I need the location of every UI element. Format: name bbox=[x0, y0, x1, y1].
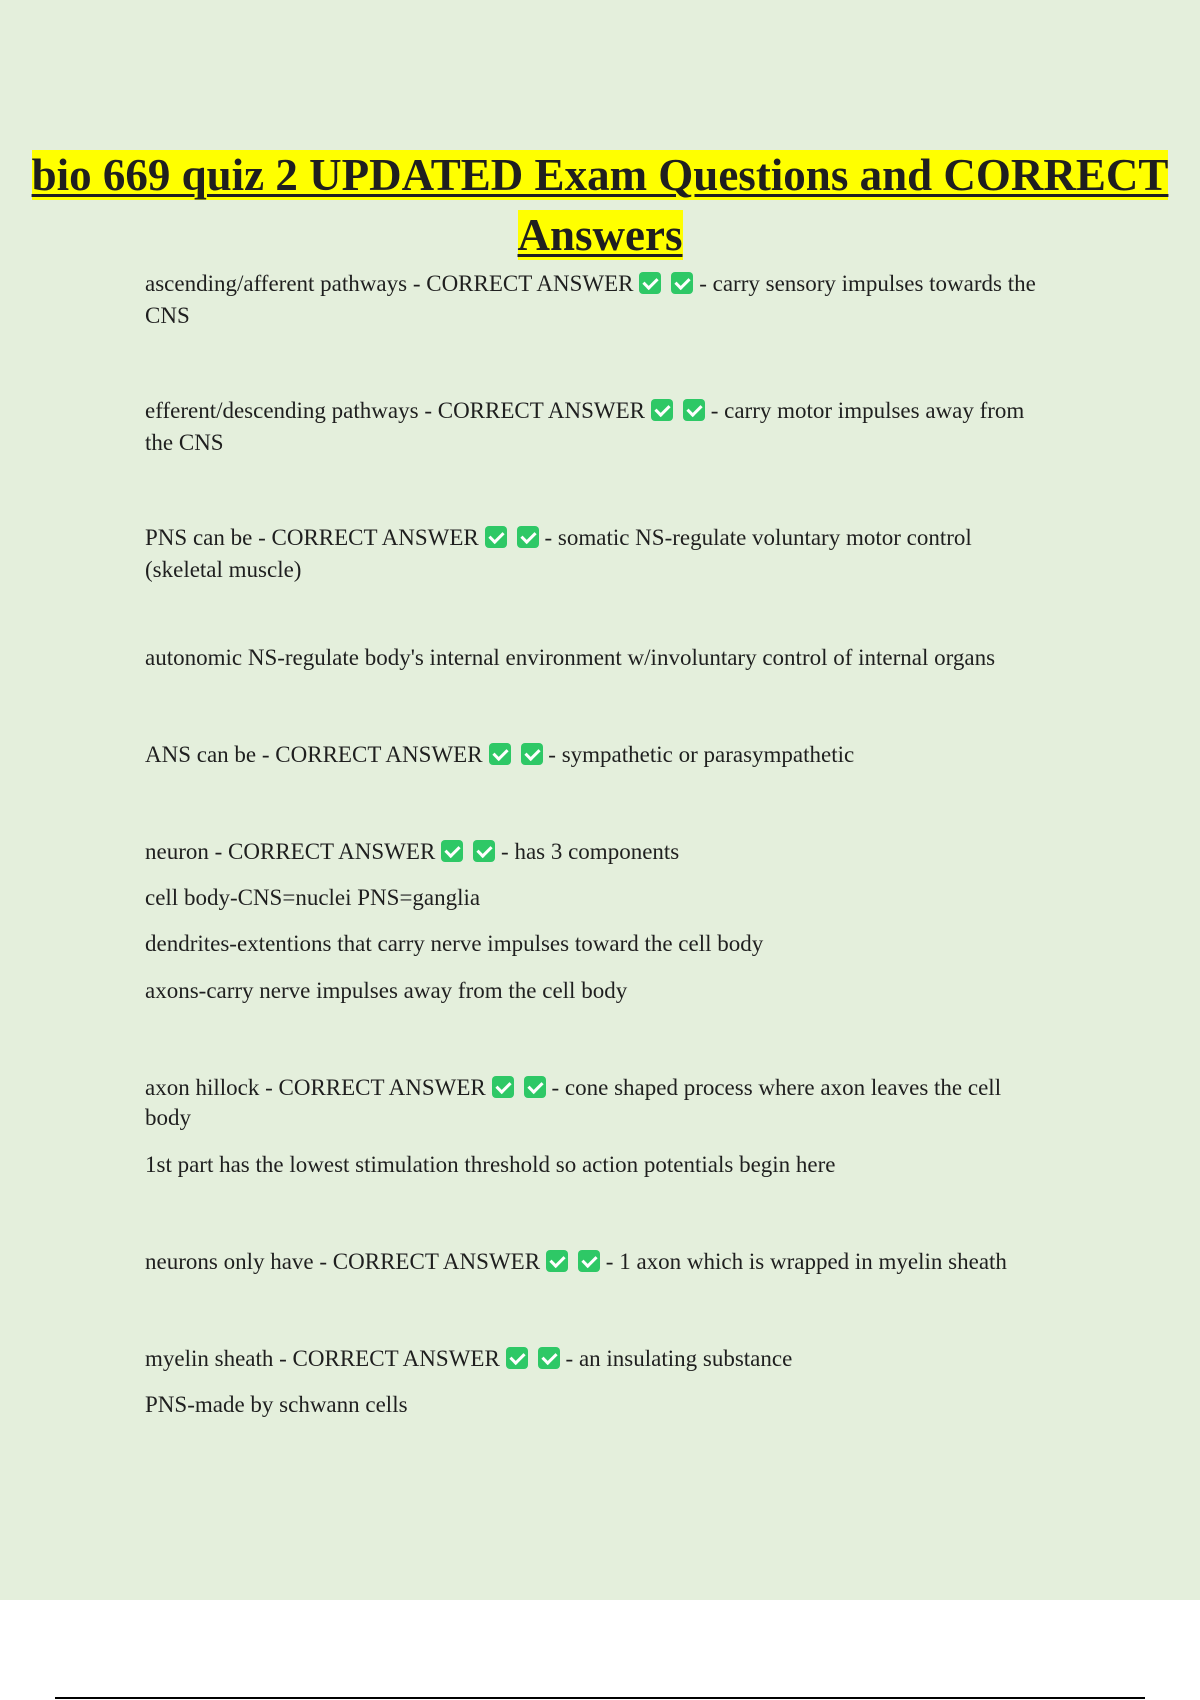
question-term: PNS can be bbox=[145, 525, 253, 550]
qa-item bbox=[145, 268, 1085, 300]
qa-item bbox=[145, 1246, 1085, 1278]
question-term: myelin sheath bbox=[145, 1346, 274, 1371]
qa-item bbox=[145, 836, 1085, 868]
answer-marker: - CORRECT ANSWER bbox=[412, 271, 634, 296]
answer-text: - carry motor impulses away from bbox=[710, 398, 1025, 423]
question-term: efferent/descending pathways bbox=[145, 398, 419, 423]
answer-text: - somatic NS-regulate voluntary motor control bbox=[544, 525, 972, 550]
question-term: neurons only have bbox=[145, 1249, 314, 1274]
plain-line: autonomic NS-regulate body's internal environment w/involuntary control of internal organs bbox=[145, 645, 996, 670]
bottom-rule bbox=[55, 1697, 1145, 1699]
qa-item bbox=[145, 1072, 1085, 1104]
extra-line: 1st part has the lowest stimulation threshold so action potentials begin here bbox=[145, 1152, 836, 1177]
check-icon bbox=[506, 1347, 528, 1369]
answer-marker: - CORRECT ANSWER bbox=[261, 742, 483, 767]
answer-marker: - CORRECT ANSWER bbox=[279, 1346, 500, 1371]
check-icon bbox=[441, 840, 463, 862]
check-icon bbox=[578, 1250, 600, 1272]
document-title: bio 669 quiz 2 UPDATED Exam Questions and CORRECT Answers bbox=[31, 150, 1169, 260]
qa-item bbox=[145, 1343, 1085, 1375]
answer-continuation: (skeletal muscle) bbox=[145, 557, 302, 582]
check-icon bbox=[517, 526, 539, 548]
answer-marker: - CORRECT ANSWER bbox=[319, 1249, 541, 1274]
answer-text: - cone shaped process where axon leaves the cell bbox=[551, 1075, 1002, 1100]
answer-marker: - CORRECT ANSWER bbox=[265, 1075, 486, 1100]
extra-line: cell body-CNS=nuclei PNS=ganglia bbox=[145, 885, 481, 910]
check-icon bbox=[538, 1347, 560, 1369]
check-icon bbox=[683, 399, 705, 421]
answer-text: - an insulating substance bbox=[565, 1346, 793, 1371]
qa-item bbox=[145, 395, 1085, 427]
check-icon bbox=[671, 272, 693, 294]
question-term: axon hillock bbox=[145, 1075, 260, 1100]
question-term: ascending/afferent pathways bbox=[145, 271, 408, 296]
qa-item bbox=[145, 739, 1085, 771]
answer-marker: - CORRECT ANSWER bbox=[424, 398, 645, 423]
answer-marker: - CORRECT ANSWER bbox=[258, 525, 479, 550]
answer-continuation: CNS bbox=[145, 303, 190, 328]
extra-line: axons-carry nerve impulses away from the cell body bbox=[145, 978, 628, 1003]
extra-line: dendrites-extentions that carry nerve impulses toward the cell body bbox=[145, 931, 764, 956]
answer-continuation: body bbox=[145, 1105, 191, 1130]
qa-item bbox=[145, 522, 1085, 554]
check-icon bbox=[489, 743, 511, 765]
check-icon bbox=[546, 1250, 568, 1272]
question-term: ANS can be bbox=[145, 742, 257, 767]
check-icon bbox=[639, 272, 661, 294]
check-icon bbox=[485, 526, 507, 548]
answer-text: - carry sensory impulses towards the bbox=[699, 271, 1036, 296]
check-icon bbox=[524, 1076, 546, 1098]
answer-text: - sympathetic or parasympathetic bbox=[548, 742, 855, 767]
check-icon bbox=[521, 743, 543, 765]
answer-text: - has 3 components bbox=[501, 839, 680, 864]
answer-text: - 1 axon which is wrapped in myelin sheath bbox=[605, 1249, 1007, 1274]
check-icon bbox=[473, 840, 495, 862]
question-term: neuron bbox=[145, 839, 209, 864]
extra-line: PNS-made by schwann cells bbox=[145, 1392, 408, 1417]
check-icon bbox=[492, 1076, 514, 1098]
check-icon bbox=[651, 399, 673, 421]
answer-marker: - CORRECT ANSWER bbox=[214, 839, 436, 864]
answer-continuation: the CNS bbox=[145, 430, 224, 455]
